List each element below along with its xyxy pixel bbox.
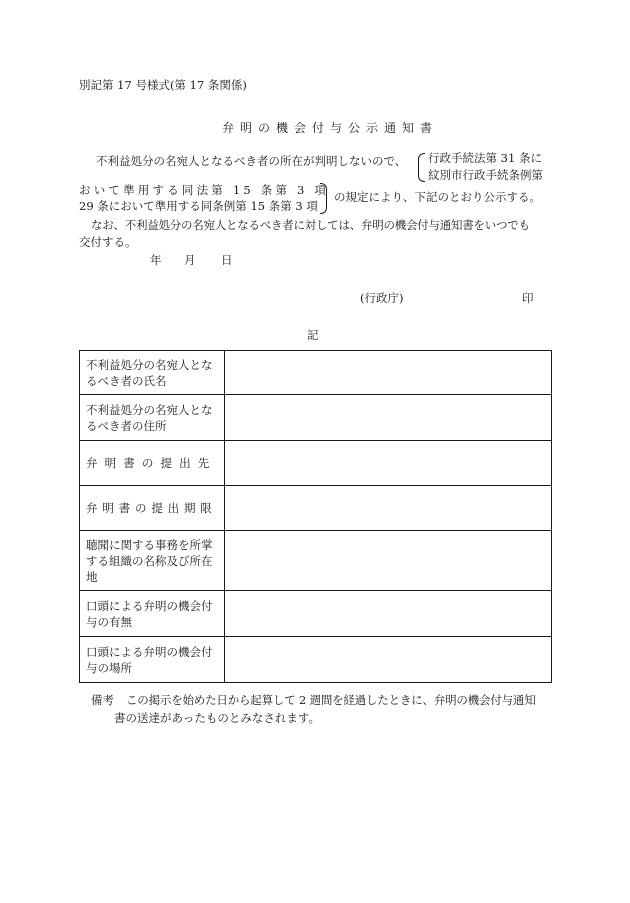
row-label-hearing-office: 聴聞に関する事務を所掌する組織の名称及び所在地 (80, 531, 225, 591)
row-label-recipient-address: 不利益処分の名宛人となるべき者の住所 (80, 395, 225, 441)
paragraph-1-start: 不利益処分の名宛人となるべき者の所在が判明しないので、 (96, 154, 407, 168)
row-value-submission-deadline (225, 486, 552, 531)
row-value-recipient-name (225, 351, 552, 395)
row-value-hearing-office (225, 531, 552, 591)
paragraph-2-line-1: なお、不利益処分の名宛人となるべき者に対しては、弁明の機会付与通知書をいつでも (91, 218, 530, 232)
law-option-1: 行政手続法第 31 条に (428, 151, 542, 165)
row-label-oral-location: 口頭による弁明の機会付与の場所 (80, 637, 225, 683)
table-row (80, 531, 552, 591)
remarks-line-2: 書の送達があったものとみなされます。 (114, 711, 320, 725)
row-label-oral-opportunity: 口頭による弁明の機会付与の有無 (80, 591, 225, 637)
date-month: 月 (184, 253, 196, 267)
row-label-recipient-name: 不利益処分の名宛人となるべき者の氏名 (80, 351, 225, 395)
table-row (80, 591, 552, 637)
table-row (80, 395, 552, 441)
date-year: 年 (150, 253, 162, 267)
row-label-submission-destination: 弁明書の提出先 (80, 441, 225, 486)
table-row (80, 441, 552, 486)
paragraph-2-line-2: 交付する。 (79, 235, 137, 249)
row-value-oral-location (225, 637, 552, 683)
table-row (80, 637, 552, 683)
table-row (80, 486, 552, 531)
form-label: 別記第 17 号様式(第 17 条関係) (79, 78, 247, 92)
row-value-recipient-address (225, 395, 552, 441)
table-row (80, 351, 552, 395)
right-brace (320, 183, 327, 214)
ordinance-option-2: 29 条において準用する同条例第 15 条第 3 項 (79, 199, 318, 213)
remarks-line-1: この掲示を始めた日から起算して 2 週間を経過したときに、弁明の機会付与通知 (126, 693, 536, 707)
remarks-head: 備考 (91, 693, 114, 707)
row-value-submission-destination (225, 441, 552, 486)
paragraph-1-end: の規定により、下記のとおり公示する。 (334, 190, 541, 204)
left-brace (418, 153, 425, 182)
authority-label: (行政庁) (360, 291, 404, 305)
ordinance-option-1: 紋別市行政手続条例第 (428, 168, 543, 182)
law-option-2: おいて準用する同法第 15 条第 3 項 (79, 183, 330, 197)
notice-details-table (79, 350, 552, 683)
seal-mark: 印 (522, 291, 534, 305)
date-day: 日 (221, 253, 233, 267)
ki-heading: 記 (307, 328, 319, 342)
document-title: 弁明の機会付与公示通知書 (222, 121, 439, 135)
row-label-submission-deadline: 弁明書の提出期限 (80, 486, 225, 531)
row-value-oral-opportunity (225, 591, 552, 637)
